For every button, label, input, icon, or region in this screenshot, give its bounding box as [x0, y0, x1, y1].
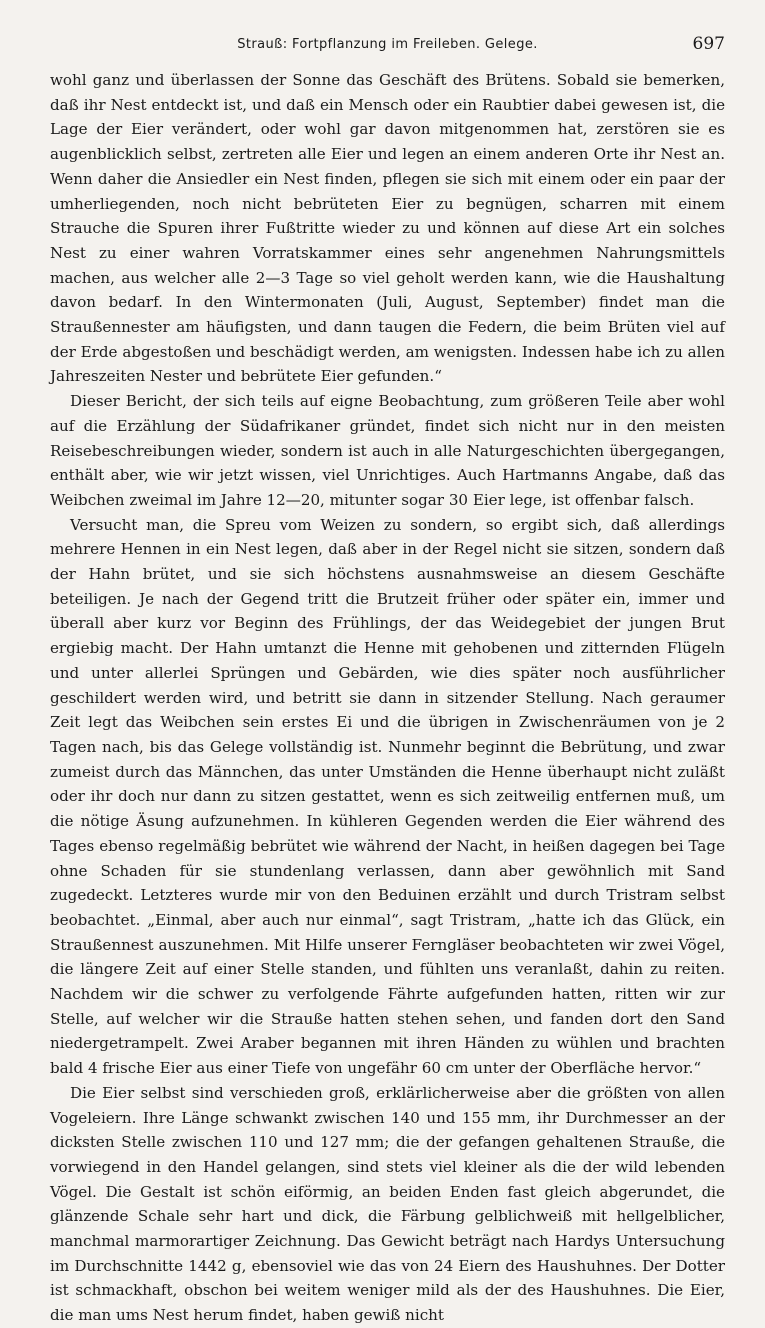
paragraph-3: Versucht man, die Spreu vom Weizen zu sondern, so ergibt sich, daß allerdings mehrere Hennen in ein Nest legen, daß aber in der Regel nicht sie sitzen, sondern daß der Hahn brütet, und sie sich höchstens ausnahmsweise an diesem Geschäfte beteiligen. Je nach der Gegend tritt die Brutzeit früher oder später ein, immer und überall aber kurz vor Beginn des Frühlings, der das Weidegebiet der jungen Brut ergiebig macht. Der Hahn umtanzt die Henne mit gehobenen und zitternden Flügeln und unter allerlei Sprüngen und Gebärden, wie dies später noch ausführlicher geschildert werden wird, und betritt sie dann in sitzender Stellung. Nach geraumer Zeit legt das Weibchen sein erstes Ei und die übrigen in Zwischenräumen von je 2 Tagen nach, bis das Gelege vollständig ist. Nunmehr beginnt die Bebrütung, und zwar zumeist durch das Männchen, das unter Umständen die Henne überhaupt nicht zuläßt oder ihr doch nur dann zu sitzen gestattet, wenn es sich zeitweilig entfernen muß, um die nötige Äsung aufzunehmen. In kühleren Gegenden werden die Eier während des Tages ebenso regelmäßig bebrütet wie während der Nacht, in heißen dagegen bei Tage ohne Schaden für sie stundenlang verlassen, dann aber gewöhnlich mit Sand zugedeckt. Letzteres wurde mir von den Beduinen erzählt und durch Tristram selbst beobachtet. „Einmal, aber auch nur einmal“, sagt Tristram, „hatte ich das Glück, ein Straußennest auszunehmen. Mit Hilfe unserer Ferngläser beobachteten wir zwei Vögel, die längere Zeit auf einer Stelle standen, und fühlten uns veranlaßt, dahin zu reiten. Nachdem wir die schwer zu verfolgende Fährte aufgefunden hatten, ritten wir zur Stelle, auf welcher wir die Strauße hatten stehen sehen, und fanden dort den Sand niedergetrampelt. Zwei Araber begannen mit ihren Händen zu wühlen und brachten bald 4 frische Eier aus einer Tiefe von ungefähr 60 cm unter der Oberfläche hervor.“: [50, 515, 725, 1078]
running-title: Strauß: Fortpflanzung im Freileben. Gelege.: [237, 37, 538, 52]
page-number: 697: [692, 34, 725, 54]
paragraph-4: Die Eier selbst sind verschieden groß, erklärlicherweise aber die größten von allen Vogeleiern. Ihre Länge schwankt zwischen 140 und 155 mm, ihr Durchmesser an der dicksten Stelle zwischen 110 und 127 mm; die der gefangen gehaltenen Strauße, die vorwiegend in den Handel gelangen, sind stets viel kleiner als die der wild lebenden Vögel. Die Gestalt ist schön eiförmig, an beiden Enden fast gleich abgerundet, die glänzende Schale sehr hart und dick, die Färbung gelblichweiß mit hellgelblicher, manchmal marmorartiger Zeichnung. Das Gewicht beträgt nach Hardys Untersuchung im Durchschnitte 1442 g, ebensoviel wie das von 24 Eiern des Haushuhnes. Der Dotter ist schmackhaft, obschon bei weitem weniger mild als der des Haushuhnes. Die Eier, die man ums Nest herum findet, haben gewiß nicht: [50, 1083, 725, 1325]
paragraph-2: Dieser Bericht, der sich teils auf eigne Beobachtung, zum größeren Teile aber wohl auf die Erzählung der Südafrikaner gründet, findet sich nicht nur in den meisten Reisebeschreibungen wieder, sondern ist auch in alle Naturgeschichten übergegangen, enthält aber, wie wir jetzt wissen, viel Unrichtiges. Auch Hartmanns Angabe, daß das Weibchen zweimal im Jahre 12—20, mitunter sogar 30 Eier lege, ist offenbar falsch.: [50, 392, 725, 509]
page-header: [50, 34, 725, 58]
book-page: [50, 34, 725, 1328]
paragraph-1: wohl ganz und überlassen der Sonne das Geschäft des Brütens. Sobald sie bemerken, daß ihr Nest entdeckt ist, und daß ein Mensch oder ein Raubtier dabei gewesen ist, die Lage der Eier verändert, oder wohl gar davon mitgenommen hat, zerstören sie es augenblicklich selbst, zertreten alle Eier und legen an einem anderen Orte ihr Nest an. Wenn daher die Ansiedler ein Nest finden, pflegen sie sich mit einem oder ein paar der umherliegenden, noch nicht bebrüteten Eier zu begnügen, scharren mit einem Strauche die Spuren ihrer Fußtritte wieder zu und können auf diese Art ein solches Nest zu einer wahren Vorratskammer eines sehr angenehmen Nahrungsmittels machen, aus welcher alle 2—3 Tage so viel geholt werden kann, wie die Haushaltung davon bedarf. In den Wintermonaten (Juli, August, September) findet man die Straußennester am häufigsten, und dann taugen die Federn, die beim Brüten viel auf der Erde abgestoßen und beschädigt werden, am wenigsten. Indessen habe ich zu allen Jahreszeiten Nester und bebrütete Eier gefunden.“: [50, 71, 725, 386]
body-text: [50, 68, 725, 1328]
